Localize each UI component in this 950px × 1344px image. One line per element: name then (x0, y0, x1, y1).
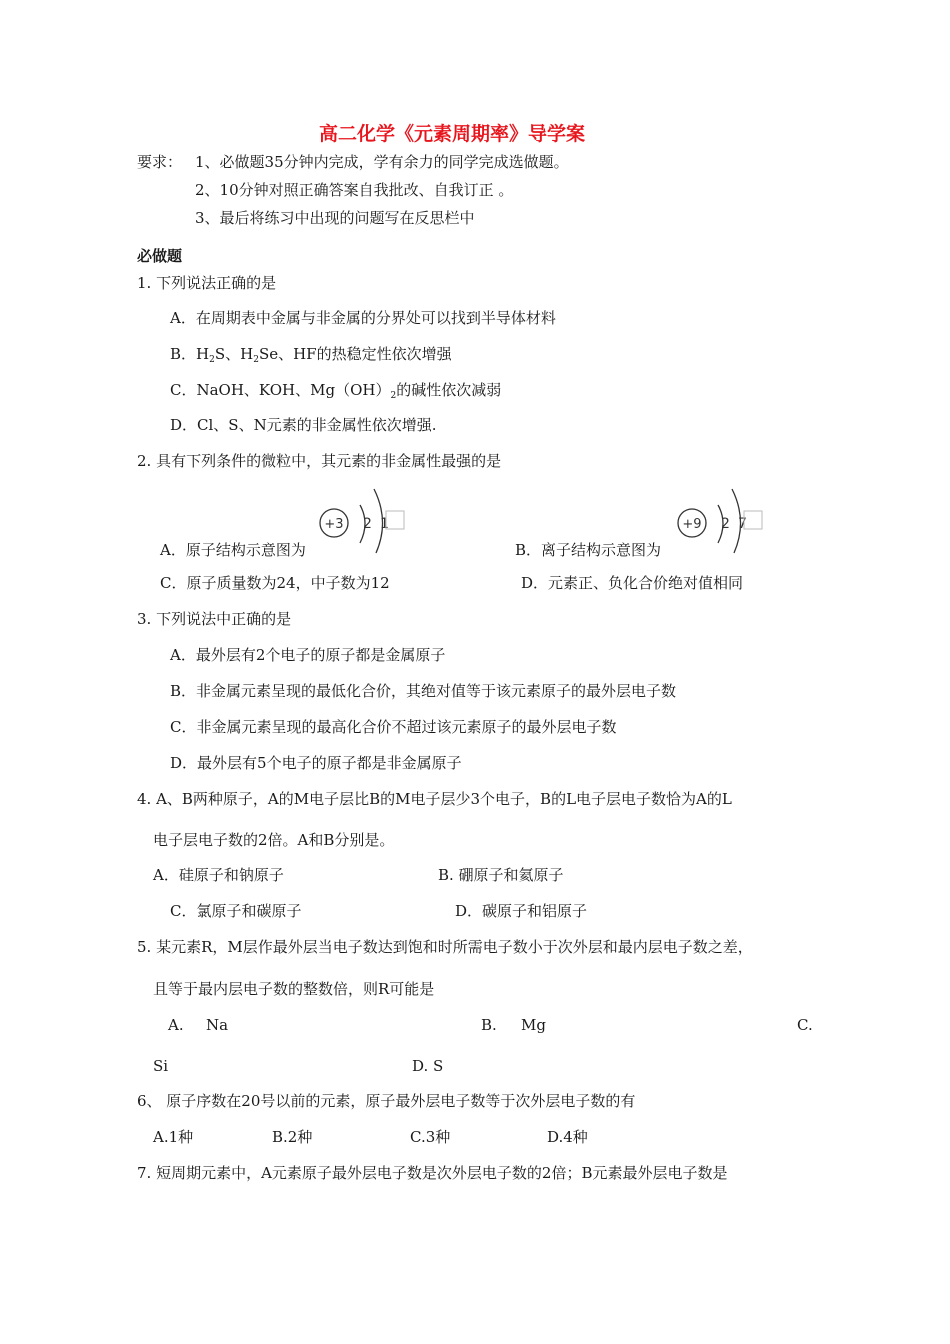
q1-b-sub2: 2 (253, 355, 259, 365)
q5-option-c-label: C. (797, 1016, 813, 1034)
q3-option-c: C．非金属元素呈现的最高化合价不超过该元素原子的最外层电子数 (170, 718, 617, 736)
q6-option-d: D.4种 (547, 1128, 588, 1146)
q1-c-post: 的碱性依次减弱 (396, 381, 502, 399)
requirement-2: 2、10分钟对照正确答案自我批改、自我订正 。 (195, 181, 514, 199)
atom-structure-diagram-a (318, 485, 408, 555)
q6-stem: 6、 原子序数在20号以前的元素，原子最外层电子数等于次外层电子数的有 (137, 1092, 636, 1110)
q6-option-c: C.3种 (410, 1128, 451, 1146)
q5-stem-line1: 5. 某元素R，M层作最外层当电子数达到饱和时所需电子数小于次外层和最内层电子数之差， (137, 938, 753, 956)
diagram-a-shell-1: 2 (363, 516, 372, 532)
section-heading: 必做题 (137, 247, 183, 265)
requirements-label: 要求： (137, 153, 183, 171)
q1-c-pre: C．NaOH、KOH、Mg（OH） (170, 381, 391, 399)
q4-option-d: D．碳原子和铝原子 (455, 902, 588, 920)
requirement-3: 3、最后将练习中出现的问题写在反思栏中 (195, 209, 475, 227)
q6-option-b: B.2种 (272, 1128, 313, 1146)
q3-option-d: D．最外层有5个电子的原子都是非金属原子 (170, 754, 462, 772)
q5-stem-line2: 且等于最内层电子数的整数倍，则R可能是 (153, 980, 435, 998)
q5-option-c-value: Si (153, 1057, 169, 1075)
q1-b-sub1: 2 (209, 355, 215, 365)
q1-c-sub: 2 (390, 391, 397, 401)
q1-stem: 1. 下列说法正确的是 (137, 274, 277, 292)
q5-option-a-label: A. (168, 1016, 184, 1034)
q1-option-b (170, 347, 452, 365)
q1-option-d: D．Cl、S、N元素的非金属性依次增强. (170, 416, 437, 434)
diagram-b-shell-2: 7 (738, 516, 747, 532)
diagram-b-nucleus: +9 (682, 517, 702, 532)
q4-option-b: B. 硼原子和氦原子 (438, 866, 564, 884)
diagram-a-nucleus: +3 (324, 517, 344, 532)
q4-stem-line2: 电子层电子数的2倍。A和B分别是。 (153, 831, 395, 849)
q1-b-post: Se、HF的热稳定性依次增强 (258, 345, 452, 363)
q2-option-a: A．原子结构示意图为 (160, 541, 306, 559)
diagram-a-shell-2: 1 (380, 516, 389, 532)
q1-b-pre: B．H (170, 345, 210, 363)
diagram-b-shell-1: 2 (721, 516, 730, 532)
q2-option-b: B．离子结构示意图为 (515, 541, 662, 559)
q4-option-c: C．氯原子和碳原子 (170, 902, 302, 920)
q5-option-b-label: B. (481, 1016, 497, 1034)
q4-stem-line1: 4. A、B两种原子，A的M电子层比B的M电子层少3个电子，B的L电子层电子数恰为A的L (137, 790, 732, 808)
q3-option-b: B．非金属元素呈现的最低化合价，其绝对值等于该元素原子的最外层电子数 (170, 682, 677, 700)
q3-stem: 3. 下列说法中正确的是 (137, 610, 292, 628)
q1-option-c (170, 383, 501, 401)
q5-option-b-value: Mg (521, 1016, 546, 1034)
page-title: 高二化学《元素周期率》导学案 (319, 123, 586, 145)
q5-option-a-value: Na (206, 1016, 229, 1034)
q2-stem: 2. 具有下列条件的微粒中，其元素的非金属性最强的是 (137, 452, 502, 470)
q1-option-a: A．在周期表中金属与非金属的分界处可以找到半导体材料 (170, 309, 556, 327)
ion-structure-diagram-b (676, 485, 766, 555)
q3-option-a: A．最外层有2个电子的原子都是金属原子 (170, 646, 446, 664)
q4-option-a: A．硅原子和钠原子 (153, 866, 284, 884)
q5-option-d: D. S (412, 1057, 444, 1075)
q2-option-d: D．元素正、负化合价绝对值相同 (521, 574, 744, 592)
q6-option-a: A.1种 (153, 1128, 194, 1146)
q1-b-mid: S、H (214, 345, 254, 363)
q2-option-c: C．原子质量数为24，中子数为12 (160, 574, 390, 592)
requirement-1: 1、必做题35分钟内完成，学有余力的同学完成选做题。 (195, 153, 569, 171)
q7-stem: 7. 短周期元素中，A元素原子最外层电子数是次外层电子数的2倍；B元素最外层电子数是 (137, 1164, 728, 1182)
